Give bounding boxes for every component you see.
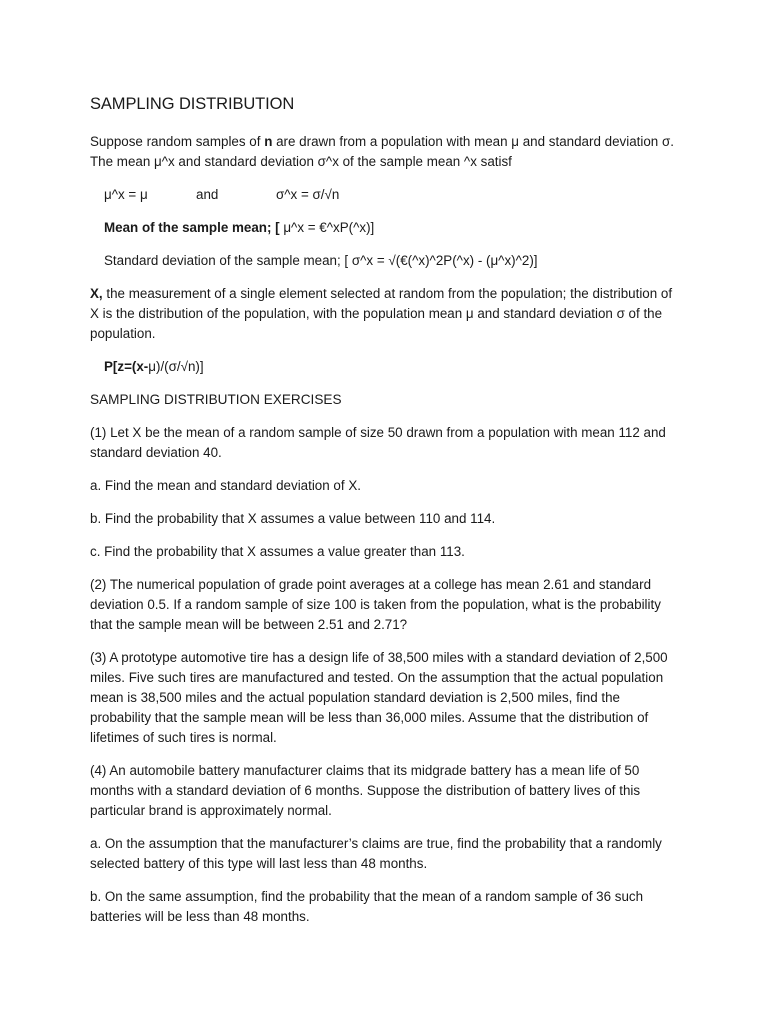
z-formula-bold: P[z=(x- bbox=[104, 359, 149, 374]
mean-line-formula: μ^x = €^xP(^x)] bbox=[279, 220, 375, 235]
exercise-item: c. Find the probability that X assumes a value greater than 113. bbox=[90, 544, 465, 559]
exercise-item: a. On the assumption that the manufacturer’s claims are true, find the probability that a randomly selected battery of this type will last less than 48 months. bbox=[90, 836, 662, 871]
sd-of-sample-mean-line: Standard deviation of the sample mean; [ σ^x = √(€(^x)^2P(^x) - (μ^x)^2)] bbox=[104, 253, 538, 268]
mean-line-label: Mean of the sample mean; [ bbox=[104, 220, 280, 235]
intro-paragraph bbox=[90, 132, 680, 172]
mean-formula: μ^x = μ bbox=[104, 187, 148, 202]
exercise-item: a. Find the mean and standard deviation of X. bbox=[90, 478, 361, 493]
x-label: X, bbox=[90, 286, 103, 301]
intro-text-start: Suppose random samples of bbox=[90, 134, 265, 149]
exercise-item: b. On the same assumption, find the probability that the mean of a random sample of 36 such batteries will be less than 48 months. bbox=[90, 889, 644, 924]
mean-of-sample-mean-line bbox=[104, 218, 680, 238]
exercise-item: (1) Let X be the mean of a random sample of size 50 drawn from a population with mean 112 and standard deviation 40. bbox=[90, 425, 666, 460]
exercise-item: b. Find the probability that X assumes a value between 110 and 114. bbox=[90, 511, 496, 526]
formula-and: and bbox=[196, 187, 219, 202]
x-definition-text: the measurement of a single element selected at random from the population; the distribution of X is the distribution of the population, with the population mean μ and standard deviation σ of the population. bbox=[90, 286, 673, 341]
formula-row bbox=[104, 185, 680, 205]
intro-text-end: are drawn from a population with mean μ and standard deviation σ. The mean μ^x and standard deviation σ^x of the sample mean ^x satisf bbox=[90, 134, 674, 169]
intro-n-symbol: n bbox=[264, 134, 273, 149]
exercise-item: (4) An automobile battery manufacturer claims that its midgrade battery has a mean life of 50 months with a standard deviation of 6 months. Suppose the distribution of battery lives of this particular brand is approximately normal. bbox=[90, 763, 641, 818]
exercises-heading: SAMPLING DISTRIBUTION EXERCISES bbox=[90, 392, 342, 407]
x-definition-paragraph bbox=[90, 284, 680, 344]
document-page bbox=[90, 93, 680, 940]
page-title: SAMPLING DISTRIBUTION bbox=[90, 95, 295, 113]
exercise-item: (3) A prototype automotive tire has a design life of 38,500 miles with a standard deviation of 2,500 miles. Five such tires are manufactured and tested. On the assumption that the actual population mean is 38,500 miles and the actual population standard deviation is 2,500 miles, find the probability that the sample mean will be less than 36,000 miles. Assume that the distribution of lifetimes of such tires is normal. bbox=[90, 650, 668, 745]
sd-formula: σ^x = σ/√n bbox=[276, 187, 340, 202]
z-formula-rest: μ)/(σ/√n)] bbox=[148, 359, 204, 374]
z-formula-line bbox=[104, 357, 680, 377]
exercise-item: (2) The numerical population of grade point averages at a college has mean 2.61 and standard deviation 0.5. If a random sample of size 100 is taken from the population, what is the probability that the sample mean will be between 2.51 and 2.71? bbox=[90, 577, 661, 632]
